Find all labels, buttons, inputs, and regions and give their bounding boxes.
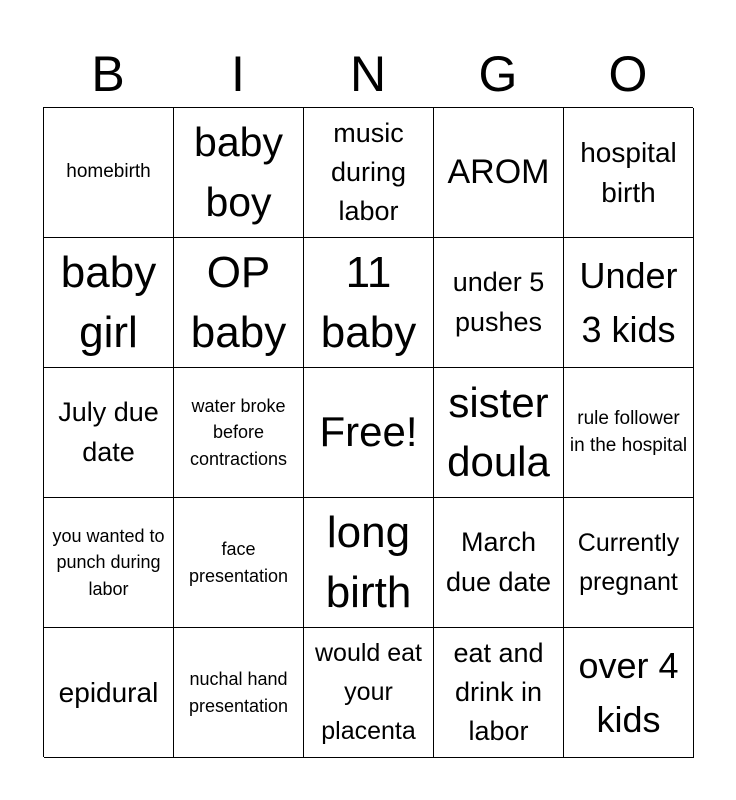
bingo-cell-r2c3[interactable] bbox=[304, 238, 434, 368]
bingo-cell-r5c3[interactable] bbox=[304, 628, 434, 758]
bingo-cell-r5c5[interactable] bbox=[564, 628, 694, 758]
bingo-cell-r5c4[interactable] bbox=[434, 628, 564, 758]
cell-text: OP baby bbox=[190, 248, 287, 357]
header-letter-o: O bbox=[608, 46, 648, 102]
cell-text: music during labor bbox=[330, 117, 407, 227]
bingo-cell-r1c3[interactable] bbox=[304, 108, 434, 238]
bingo-cell-r3c4[interactable] bbox=[434, 368, 564, 498]
bingo-card-grid bbox=[43, 107, 693, 757]
cell-text: eat and drink in labor bbox=[453, 637, 544, 747]
bingo-cell-r4c1[interactable] bbox=[44, 498, 174, 628]
bingo-cell-r3c3[interactable] bbox=[304, 368, 434, 498]
cell-text: epidural bbox=[58, 676, 159, 708]
cell-text: March due date bbox=[445, 527, 552, 597]
cell-text: rule follower in the hospital bbox=[569, 407, 688, 456]
bingo-cell-r2c5[interactable] bbox=[564, 238, 694, 368]
bingo-cell-r3c2[interactable] bbox=[174, 368, 304, 498]
bingo-cell-r1c1[interactable] bbox=[44, 108, 174, 238]
bingo-header bbox=[43, 40, 693, 108]
bingo-cell-r5c2[interactable] bbox=[174, 628, 304, 758]
bingo-cell-r5c1[interactable] bbox=[44, 628, 174, 758]
cell-text: nuchal hand presentation bbox=[188, 669, 289, 716]
cell-text: hospital birth bbox=[580, 137, 677, 208]
bingo-cell-r2c4[interactable] bbox=[434, 238, 564, 368]
cell-text: AROM bbox=[447, 153, 550, 191]
cell-text: Under 3 kids bbox=[579, 254, 678, 350]
cell-text: you wanted to punch during labor bbox=[52, 526, 165, 599]
header-letter-n: N bbox=[349, 46, 387, 102]
bingo-cell-r1c4[interactable] bbox=[434, 108, 564, 238]
bingo-cell-r4c2[interactable] bbox=[174, 498, 304, 628]
cell-text: face presentation bbox=[188, 539, 289, 586]
cell-text: baby boy bbox=[194, 119, 283, 225]
cell-text: water broke before contractions bbox=[189, 396, 288, 469]
cell-text: homebirth bbox=[66, 161, 151, 183]
cell-text: 11 baby bbox=[320, 248, 417, 357]
cell-text: long birth bbox=[325, 508, 412, 617]
bingo-cell-r2c1[interactable] bbox=[44, 238, 174, 368]
bingo-cell-r2c2[interactable] bbox=[174, 238, 304, 368]
cell-text: sister doula bbox=[447, 378, 550, 485]
bingo-cell-r3c5[interactable] bbox=[564, 368, 694, 498]
header-letter-i: I bbox=[231, 46, 245, 102]
bingo-cell-r4c3[interactable] bbox=[304, 498, 434, 628]
cell-text: over 4 kids bbox=[578, 644, 679, 740]
bingo-cell-r3c1[interactable] bbox=[44, 368, 174, 498]
free-space-text: Free! bbox=[319, 408, 418, 456]
header-letter-b: B bbox=[91, 46, 125, 102]
header-letter-g: G bbox=[478, 46, 518, 102]
bingo-cell-r4c5[interactable] bbox=[564, 498, 694, 628]
cell-text: July due date bbox=[58, 397, 159, 467]
bingo-cell-r1c2[interactable] bbox=[174, 108, 304, 238]
bingo-cell-r4c4[interactable] bbox=[434, 498, 564, 628]
cell-text: baby girl bbox=[60, 248, 157, 357]
cell-text: Currently pregnant bbox=[577, 528, 680, 596]
cell-text: under 5 pushes bbox=[452, 267, 545, 337]
bingo-cell-r1c5[interactable] bbox=[564, 108, 694, 238]
cell-text: would eat your placenta bbox=[314, 639, 423, 745]
